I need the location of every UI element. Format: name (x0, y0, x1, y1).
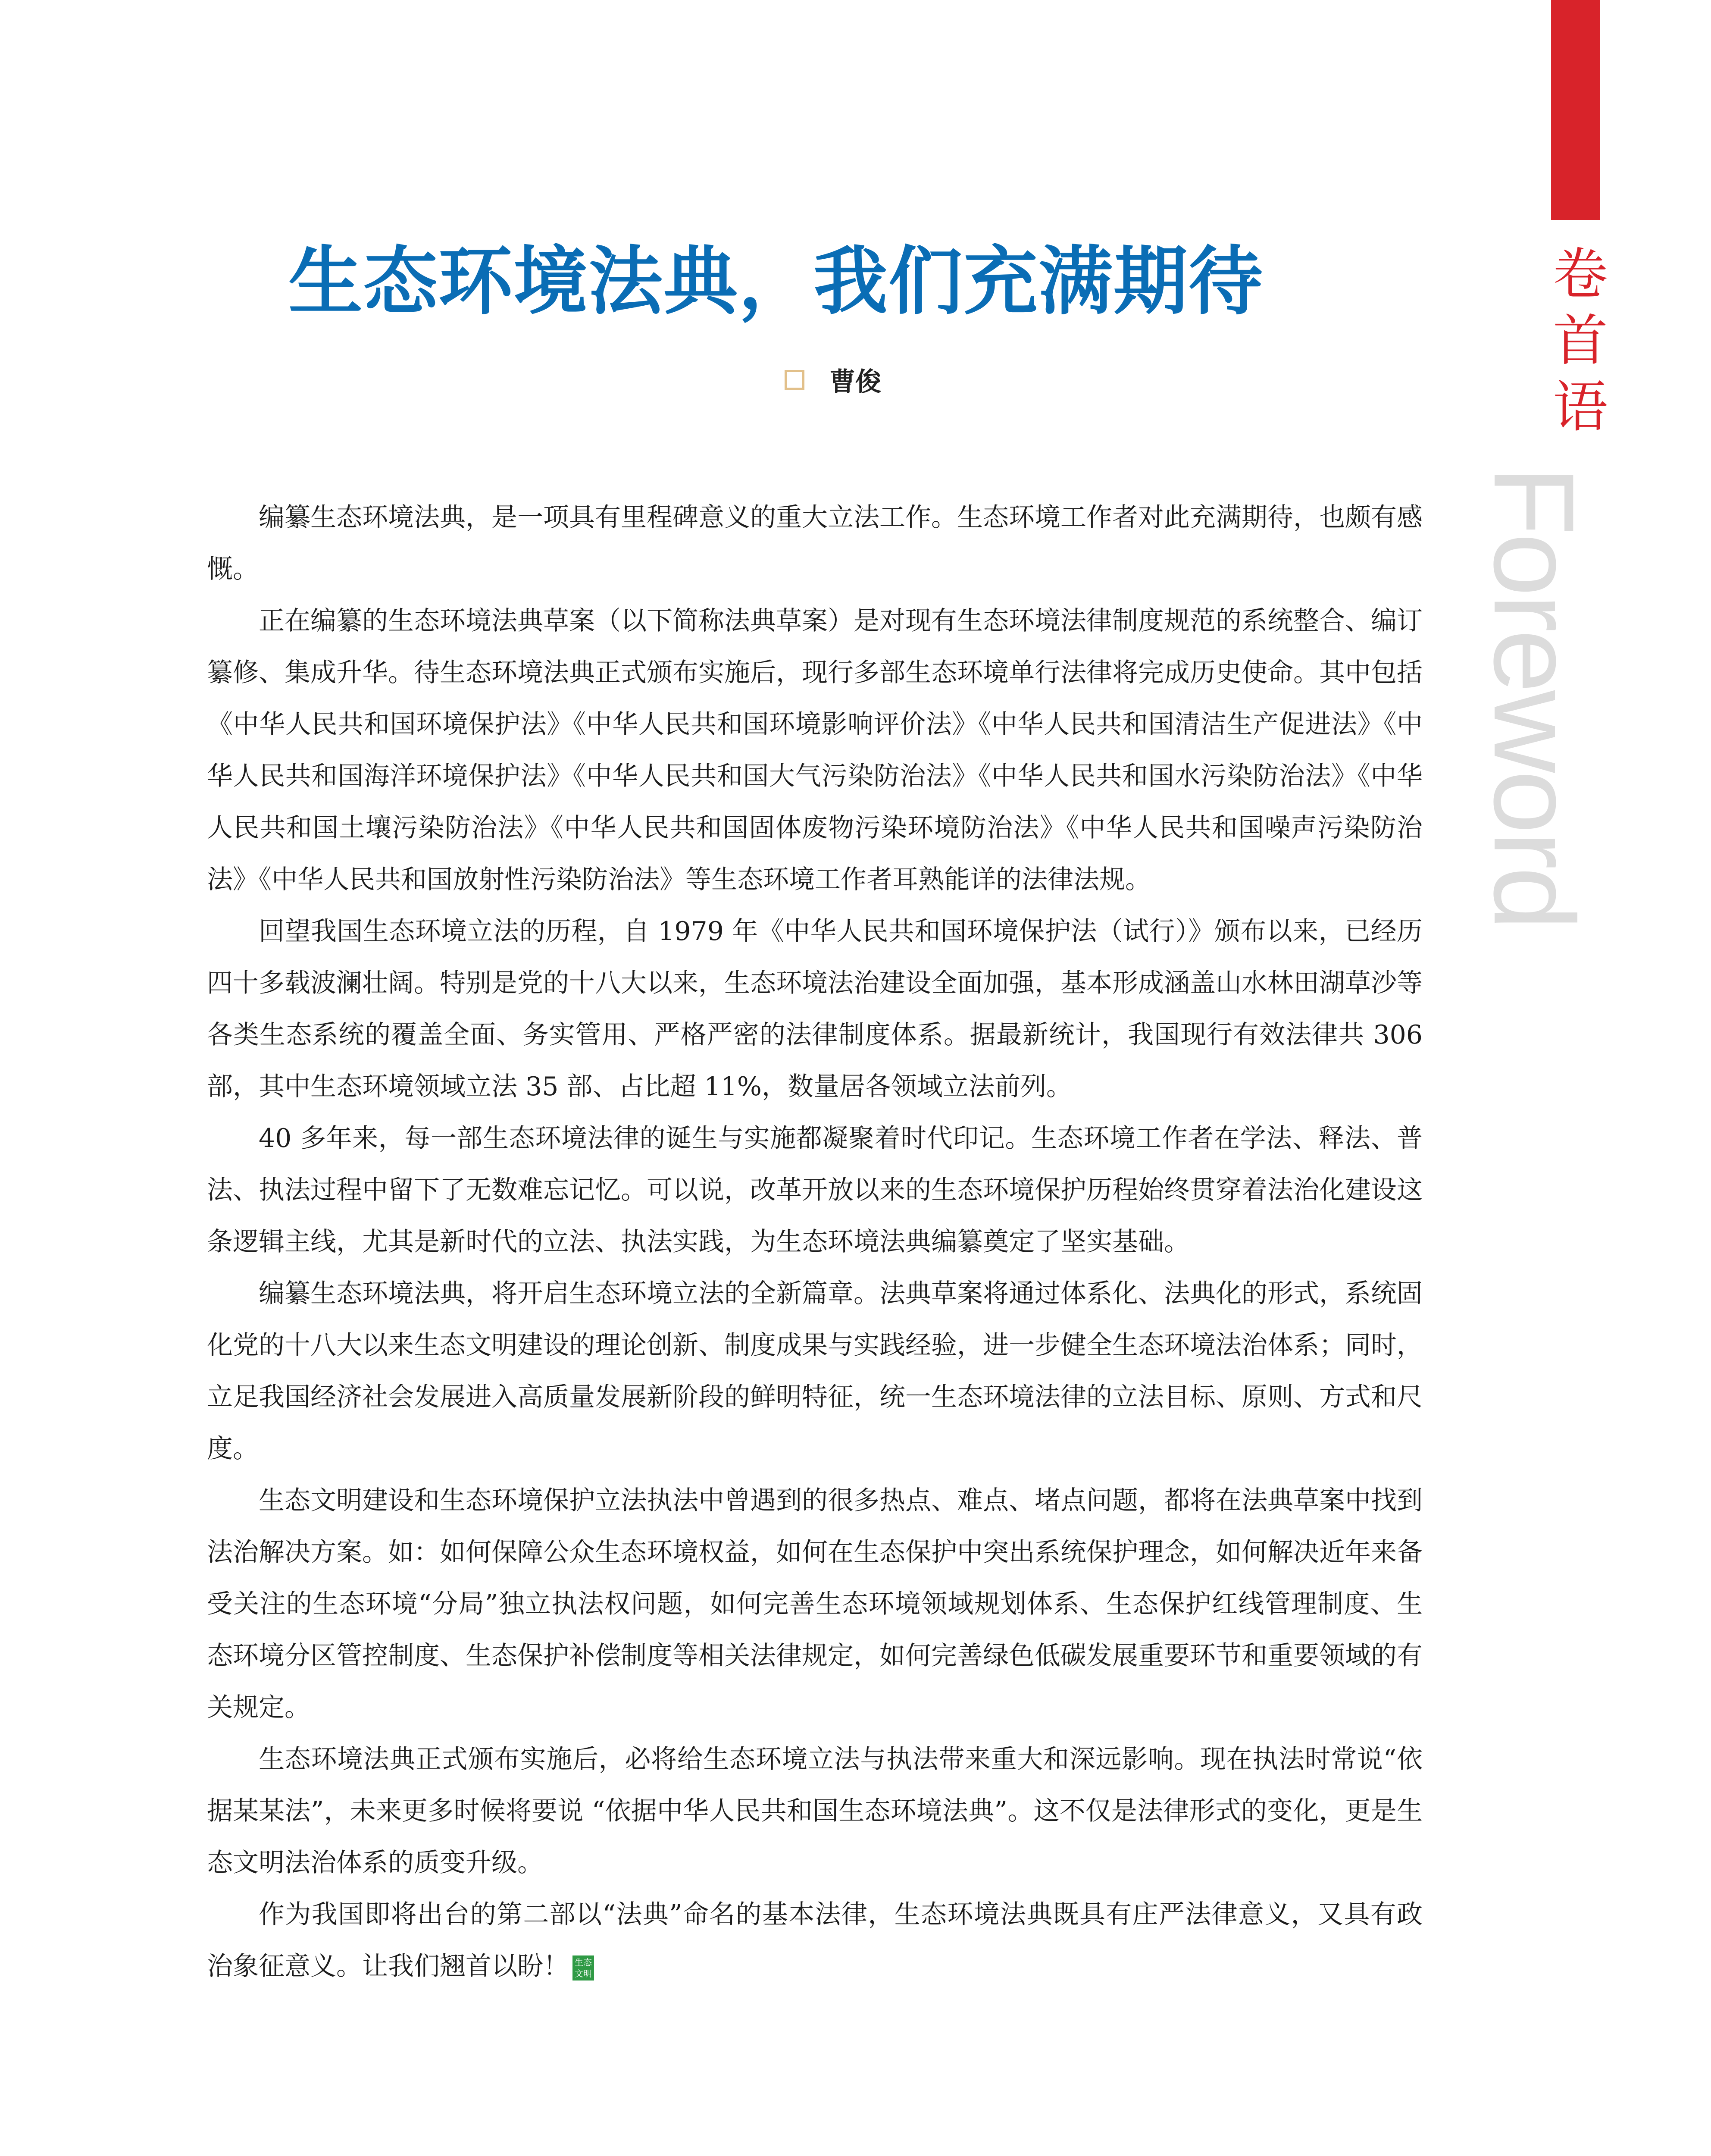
author-line (785, 361, 881, 398)
paragraph-2: 正在编纂的生态环境法典草案（以下简称法典草案）是对现有生态环境法律制度规范的系统整合、编订纂修、集成升华。待生态环境法典正式颁布实施后，现行多部生态环境单行法律将完成历史使命。其中包括《中华人民共和国环境保护法》《中华人民共和国环境影响评价法》《中华人民共和国清洁生产促进法》《中华人民共和国海洋环境保护法》《中华人民共和国大气污染防治法》《中华人民共和国水污染防治法》《中华人民共和国土壤污染防治法》《中华人民共和国固体废物污染环境防治法》《中华人民共和国噪声污染防治法》《中华人民共和国放射性污染防治法》等生态环境工作者耳熟能详的法律法规。 (207, 606, 1423, 895)
paragraph-1: 编纂生态环境法典，是一项具有里程碑意义的重大立法工作。生态环境工作者对此充满期待，也颇有感慨。 (207, 502, 1423, 584)
section-label: 卷首语 (1552, 242, 1608, 439)
paragraph-3: 回望我国生态环境立法的历程，自 1979 年《中华人民共和国环境保护法（试行）》颁布以来，已经历四十多载波澜壮阔。特别是党的十八大以来，生态环境法治建设全面加强，基本形成涵盖山水林田湖草沙等各类生态系统的覆盖全面、务实管用、严格严密的法律制度体系。据最新统计，我国现行有效法律共 306 部，其中生态环境领域立法 35 部、占比超 11%，数量居各领域立法前列。 (207, 916, 1423, 1102)
article-title: 生态环境法典，我们充满期待 (288, 237, 1264, 325)
red-accent-bar (1551, 0, 1600, 220)
end-mark-badge: 生态文明 (572, 1955, 594, 1981)
paragraph-5: 编纂生态环境法典，将开启生态环境立法的全新篇章。法典草案将通过体系化、法典化的形式，系统固化党的十八大以来生态文明建设的理论创新、制度成果与实践经验，进一步健全生态环境法治体系；同时，立足我国经济社会发展进入高质量发展新阶段的鲜明特征，统一生态环境法律的立法目标、原则、方式和尺度。 (207, 1279, 1423, 1464)
paragraph-4: 40 多年来，每一部生态环境法律的诞生与实施都凝聚着时代印记。生态环境工作者在学法、释法、普法、执法过程中留下了无数难忘记忆。可以说，改革开放以来的生态环境保护历程始终贯穿着法治化建设这条逻辑主线，尤其是新时代的立法、执法实践，为生态环境法典编纂奠定了坚实基础。 (207, 1123, 1423, 1257)
paragraph-8-text: 作为我国即将出台的第二部以“法典”命名的基本法律，生态环境法典既具有庄严法律意义，又具有政治象征意义。让我们翘首以盼！ (207, 1899, 1423, 1981)
author-box-icon (785, 370, 804, 390)
author-name: 曹俊 (829, 367, 881, 397)
paragraph-7: 生态环境法典正式颁布实施后，必将给生态环境立法与执法带来重大和深远影响。现在执法时常说“依据某某法”，未来更多时候将要说 “依据中华人民共和国生态环境法典”。这不仅是法律形式的变化，更是生态文明法治体系的质变升级。 (207, 1744, 1423, 1878)
article-body (207, 492, 1423, 1992)
foreword-label: Foreword (1470, 466, 1598, 928)
paragraph-8 (207, 1889, 1423, 1992)
paragraph-6: 生态文明建设和生态环境保护立法执法中曾遇到的很多热点、难点、堵点问题，都将在法典草案中找到法治解决方案。如：如何保障公众生态环境权益，如何在生态保护中突出系统保护理念，如何解决近年来备受关注的生态环境“分局”独立执法权问题，如何完善生态环境领域规划体系、生态保护红线管理制度、生态环境分区管控制度、生态保护补偿制度等相关法律规定，如何完善绿色低碳发展重要环节和重要领域的有关规定。 (207, 1485, 1423, 1723)
